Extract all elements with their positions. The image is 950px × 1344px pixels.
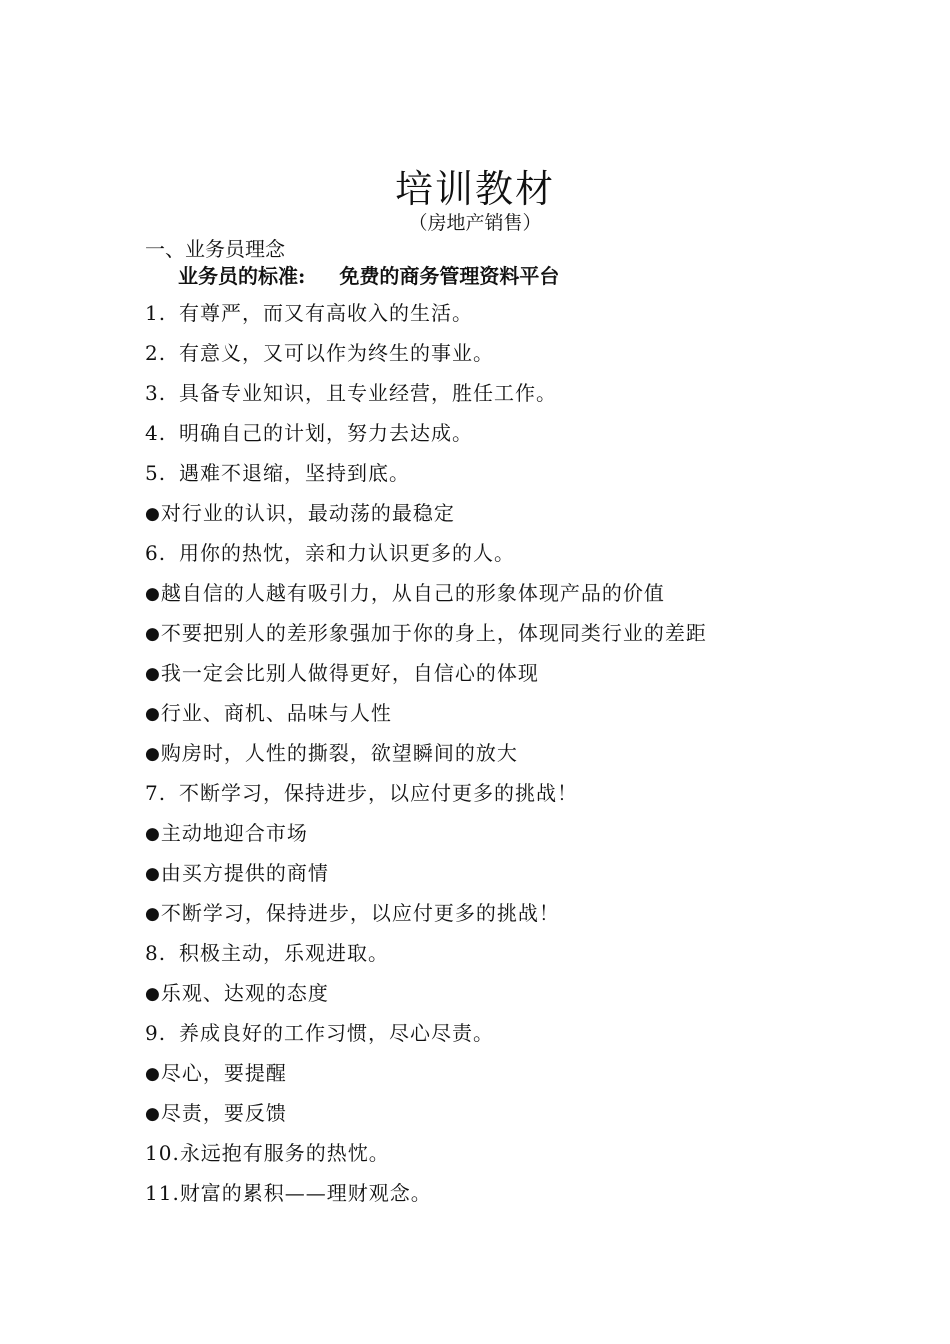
list-item — [145, 976, 707, 1016]
item-number: 4. — [145, 421, 167, 445]
bullet-marker: ● — [145, 624, 161, 644]
item-number: 3. — [145, 381, 167, 405]
list-item — [145, 496, 707, 536]
item-text: 有尊严，而又有高收入的生活。 — [179, 301, 473, 325]
list-item — [145, 536, 707, 576]
item-number: 8. — [145, 941, 167, 965]
bullet-marker: ● — [145, 504, 161, 524]
item-number: 7. — [145, 781, 167, 805]
item-text: 行业、商机、品味与人性 — [160, 701, 392, 725]
document-title: 培训教材 — [394, 167, 555, 211]
item-text: 积极主动，乐观进取。 — [179, 941, 389, 965]
item-text: 财富的累积——理财观念。 — [179, 1181, 432, 1205]
list-item — [145, 696, 707, 736]
standard-label: 业务员的标准: — [178, 264, 306, 288]
content-list — [145, 296, 707, 1216]
list-item — [145, 1096, 707, 1136]
bullet-marker: ● — [145, 584, 161, 604]
item-number: 9. — [145, 1021, 167, 1045]
item-text: 由买方提供的商情 — [160, 861, 329, 885]
list-item — [145, 1016, 707, 1056]
item-text: 不要把别人的差形象强加于你的身上，体现同类行业的差距 — [160, 621, 707, 645]
bullet-marker: ● — [145, 824, 161, 844]
document-subtitle: （房地产销售） — [408, 212, 542, 234]
list-item — [145, 376, 707, 416]
item-text: 尽心，要提醒 — [160, 1061, 287, 1085]
list-item — [145, 656, 707, 696]
section-heading: 一、业务员理念 — [145, 237, 285, 261]
list-item — [145, 1056, 707, 1096]
bullet-marker: ● — [145, 1104, 161, 1124]
list-item — [145, 616, 707, 656]
item-text: 具备专业知识，且专业经营，胜任工作。 — [179, 381, 557, 405]
item-text: 主动地迎合市场 — [160, 821, 308, 845]
bullet-marker: ● — [145, 664, 161, 684]
item-text: 明确自己的计划，努力去达成。 — [179, 421, 473, 445]
item-text: 不断学习，保持进步，以应付更多的挑战！ — [179, 781, 578, 805]
item-text: 永远抱有服务的热忱。 — [179, 1141, 390, 1165]
list-item — [145, 936, 707, 976]
item-text: 尽责，要反馈 — [160, 1101, 287, 1125]
list-item — [145, 856, 707, 896]
item-number: 2. — [145, 341, 167, 365]
bullet-marker: ● — [145, 984, 161, 1004]
item-text: 有意义，又可以作为终生的事业。 — [179, 341, 494, 365]
item-text: 我一定会比别人做得更好，自信心的体现 — [160, 661, 539, 685]
item-number: 1. — [145, 301, 167, 325]
standard-line — [178, 262, 559, 290]
list-item — [145, 816, 707, 856]
bullet-marker: ● — [145, 864, 161, 884]
list-item — [145, 416, 707, 456]
item-text: 越自信的人越有吸引力，从自己的形象体现产品的价值 — [160, 581, 665, 605]
standard-note: 免费的商务管理资料平台 — [339, 264, 560, 288]
item-number: 5. — [145, 461, 167, 485]
item-text: 不断学习，保持进步，以应付更多的挑战！ — [160, 901, 560, 925]
item-number: 10. — [145, 1141, 180, 1165]
list-item — [145, 296, 707, 336]
item-number: 6. — [145, 541, 167, 565]
item-text: 乐观、达观的态度 — [160, 981, 329, 1005]
item-text: 用你的热忱，亲和力认识更多的人。 — [179, 541, 515, 565]
list-item — [145, 736, 707, 776]
item-text: 养成良好的工作习惯，尽心尽责。 — [179, 1021, 494, 1045]
list-item — [145, 456, 707, 496]
item-number: 11. — [145, 1181, 180, 1205]
item-text: 对行业的认识，最动荡的最稳定 — [160, 501, 455, 525]
bullet-marker: ● — [145, 1064, 161, 1084]
item-text: 购房时，人性的撕裂，欲望瞬间的放大 — [160, 741, 518, 765]
list-item — [145, 576, 707, 616]
list-item — [145, 336, 707, 376]
item-text: 遇难不退缩，坚持到底。 — [179, 461, 410, 485]
bullet-marker: ● — [145, 704, 161, 724]
list-item — [145, 896, 707, 936]
list-item — [145, 1176, 707, 1216]
list-item — [145, 1136, 707, 1176]
bullet-marker: ● — [145, 904, 161, 924]
bullet-marker: ● — [145, 744, 161, 764]
list-item — [145, 776, 707, 816]
